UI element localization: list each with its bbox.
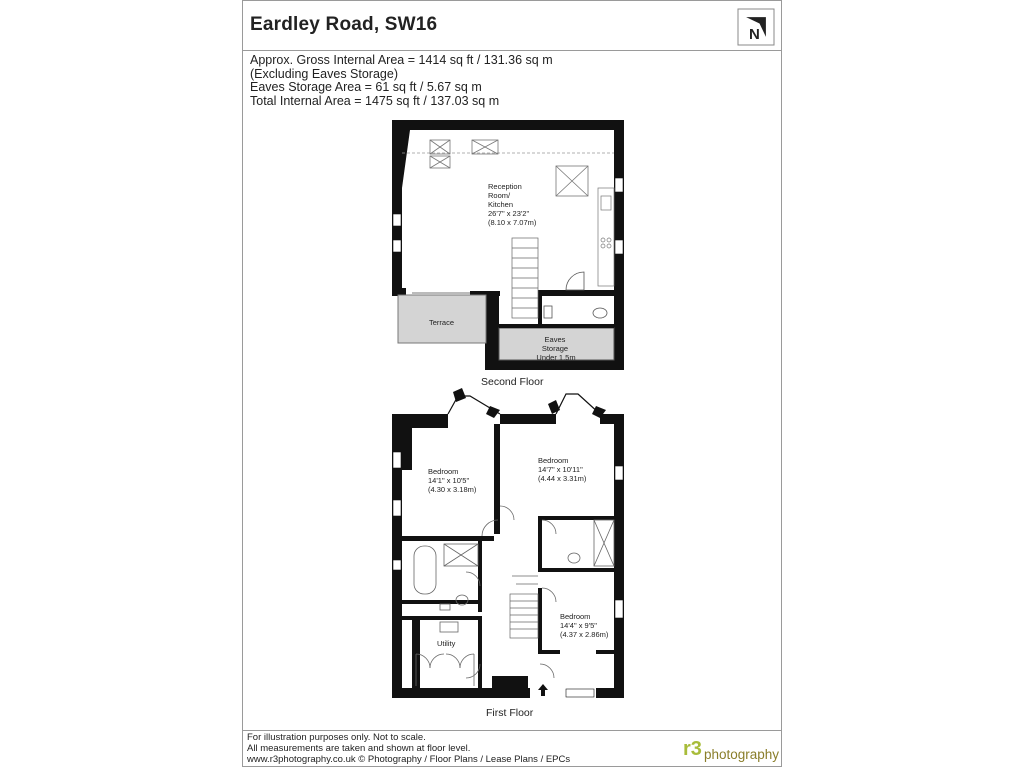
- bedroom-right-label: Bedroom: [538, 456, 569, 465]
- disclaimer-line-3[interactable]: www.r3photography.co.uk © Photography / Floor Plans / Lease Plans / EPCs: [247, 754, 571, 765]
- brand-logo-icon: r3: [683, 738, 702, 760]
- eaves-label-2: Storage: [541, 344, 569, 353]
- excluding-eaves-text: (Excluding Eaves Storage): [250, 66, 398, 81]
- utility-label: Utility: [437, 639, 456, 648]
- eaves-label-3: Under 1.5m: [536, 353, 576, 362]
- reception-label-3: Kitchen: [488, 200, 514, 209]
- svg-text:Reception Room/ Ki: [488, 182, 537, 227]
- terrace-label: Terrace: [429, 318, 455, 327]
- bedroom-lower-label: Bedroom: [560, 612, 591, 621]
- reception-label-2: Room/: [488, 191, 511, 200]
- bedroom-lower-dims-imperial: 14'4" x 9'5": [560, 621, 597, 630]
- compass-letter: N: [749, 26, 760, 43]
- svg-text:Bedroom 14'1" x 10'5": [428, 467, 477, 494]
- disclaimer: [247, 732, 570, 765]
- reception-dims-imperial: 26'7" x 23'2": [488, 209, 530, 218]
- entrance-arrow-icon: [538, 684, 548, 696]
- reception-label-1: Reception: [488, 182, 522, 191]
- bedroom-left-dims-metric: (4.30 x 3.18m): [428, 485, 477, 494]
- svg-text:Bedroom 14'7" x 10'11": [538, 456, 587, 483]
- bedroom-right-dims-imperial: 14'7" x 10'11": [538, 465, 583, 474]
- page-title: Eardley Road, SW16: [250, 14, 438, 35]
- second-floor-label: Second Floor: [481, 376, 544, 388]
- gross-area-text: Approx. Gross Internal Area = 1414 sq ft / 131.36 sq m: [250, 53, 553, 67]
- disclaimer-line-2: All measurements are taken and shown at floor level.: [247, 743, 471, 754]
- bedroom-lower-dims-metric: (4.37 x 2.86m): [560, 630, 609, 639]
- bedroom-left-label: Bedroom: [428, 467, 459, 476]
- reception-dims-metric: (8.10 x 7.07m): [488, 218, 537, 227]
- total-area-text: Total Internal Area = 1475 sq ft / 137.03 sq m: [250, 93, 500, 108]
- bedroom-right-dims-metric: (4.44 x 3.31m): [538, 474, 587, 483]
- eaves-area-text: Eaves Storage Area = 61 sq ft / 5.67 sq m: [250, 80, 482, 94]
- disclaimer-line-1: For illustration purposes only. Not to scale.: [247, 732, 426, 743]
- eaves-label-1: Eaves: [544, 335, 566, 344]
- first-floor-label: First Floor: [486, 707, 534, 719]
- brand-name: photography: [704, 747, 780, 762]
- svg-text:Bedroom 14'4" x 9'5": [560, 612, 609, 639]
- footer-divider: [243, 730, 781, 731]
- first-floor-plan: [392, 388, 624, 698]
- second-floor-plan: [392, 120, 624, 370]
- bedroom-left-dims-imperial: 14'1" x 10'5": [428, 476, 470, 485]
